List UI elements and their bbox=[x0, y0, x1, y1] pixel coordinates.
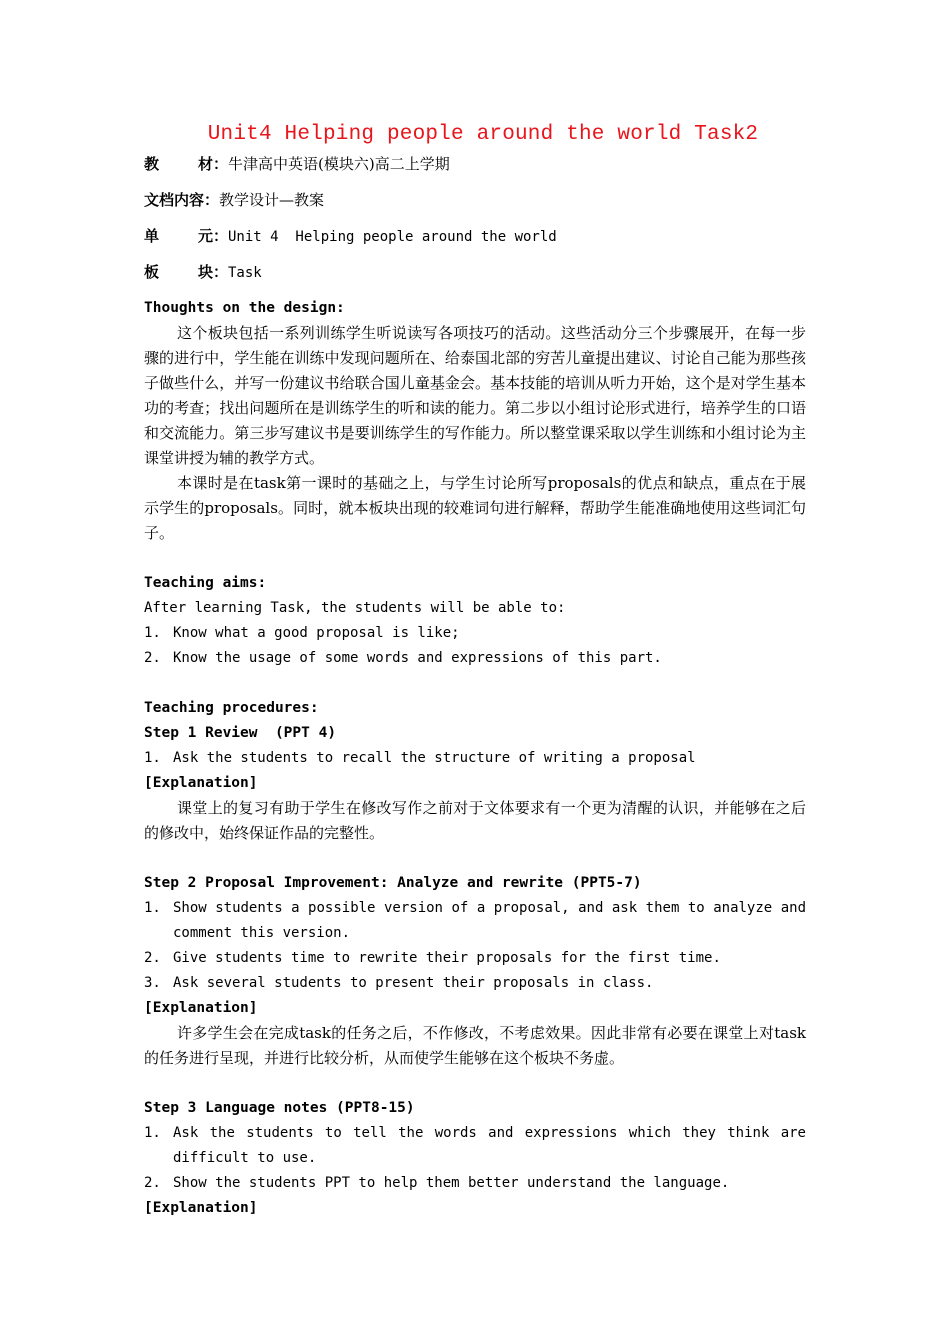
step2-explanation-label: [Explanation] bbox=[144, 1000, 258, 1016]
step1-explanation: 课堂上的复习有助于学生在修改写作之前对于文体要求有一个更为清醒的认识，并能够在之后的修改中，始终保证作品的完整性。 bbox=[144, 799, 806, 842]
aims-heading: Teaching aims: bbox=[144, 575, 267, 591]
step2-explanation: 许多学生会在完成task的任务之后，不作修改，不考虑效果。因此非常有必要在课堂上对task 的任务进行呈现，并进行比较分析，从而使学生能够在这个板块不务虚。 bbox=[144, 1024, 806, 1067]
meta-label: 板 块： bbox=[144, 263, 228, 281]
step1-heading: Step 1 Review (PPT 4) bbox=[144, 725, 337, 741]
step2-heading: Step 2 Proposal Improvement: Analyze and rewrite (PPT5-7) bbox=[144, 875, 642, 891]
meta-label: 单 元： bbox=[144, 227, 228, 245]
thoughts-heading: Thoughts on the design: bbox=[144, 300, 345, 316]
step2-item: 3. Ask several students to present their proposals in class. bbox=[144, 975, 654, 991]
thoughts-paragraph-1: 这个板块包括一系列训练学生听说读写各项技巧的活动。这些活动分三个步骤展开，在每一步骤的进行中，学生能在训练中发现问题所在、给泰国北部的穷苦儿童提出建议、讨论自己能为那些孩子做些什么，并写一份建议书给联合国儿童基金会。基本技能的培训从听力开始，这个是对学生基本功的考查；找出问题所在是训练学生的听和读的能力。第二步以小组讨论形式进行，培养学生的口语和交流能力。第三步写建议书是要训练学生的写作能力。所以整堂课采取以学生训练和小组讨论为主课堂讲授为辅的教学方式。 bbox=[144, 324, 806, 467]
step3-explanation-label: [Explanation] bbox=[144, 1200, 258, 1216]
aims-intro: After learning Task, the students will be able to: bbox=[144, 600, 566, 616]
step3-item: 2. Show the students PPT to help them better understand the language. bbox=[144, 1175, 730, 1191]
meta-value: 牛津高中英语(模块六)高二上学期 bbox=[228, 155, 450, 173]
meta-textbook bbox=[144, 152, 806, 188]
meta-label: 文档内容： bbox=[144, 191, 220, 209]
meta-value: Task bbox=[228, 265, 262, 281]
meta-content-type bbox=[144, 188, 806, 224]
step3-item: 1. Ask the students to tell the words and expressions which they think are difficult to use. bbox=[144, 1125, 806, 1166]
step3-heading: Step 3 Language notes (PPT8-15) bbox=[144, 1100, 415, 1116]
document-content bbox=[144, 118, 806, 1221]
page-title: Unit4 Helping people around the world Task2 bbox=[207, 123, 759, 146]
step2-item: 1. Show students a possible version of a proposal, and ask them to analyze and comment this version. bbox=[144, 900, 806, 941]
step1-item: 1. Ask the students to recall the structure of writing a proposal bbox=[144, 750, 696, 766]
step2-item: 2. Give students time to rewrite their proposals for the first time. bbox=[144, 950, 721, 966]
meta-value: Unit 4 Helping people around the world bbox=[228, 229, 557, 245]
procedures-heading: Teaching procedures: bbox=[144, 700, 319, 716]
meta-value: 教学设计—教案 bbox=[219, 191, 325, 209]
meta-label: 教 材： bbox=[144, 155, 228, 173]
meta-section bbox=[144, 260, 806, 296]
meta-unit bbox=[144, 224, 806, 260]
aims-item: 1. Know what a good proposal is like; bbox=[144, 625, 460, 641]
aims-item: 2. Know the usage of some words and expressions of this part. bbox=[144, 650, 662, 666]
step1-explanation-label: [Explanation] bbox=[144, 775, 258, 791]
thoughts-paragraph-2: 本课时是在task第一课时的基础之上，与学生讨论所写proposals的优点和缺点，重点在于展示学生的proposals。同时，就本板块出现的较难词句进行解释，帮助学生能准确地使用这些词汇句子。 bbox=[144, 474, 806, 542]
